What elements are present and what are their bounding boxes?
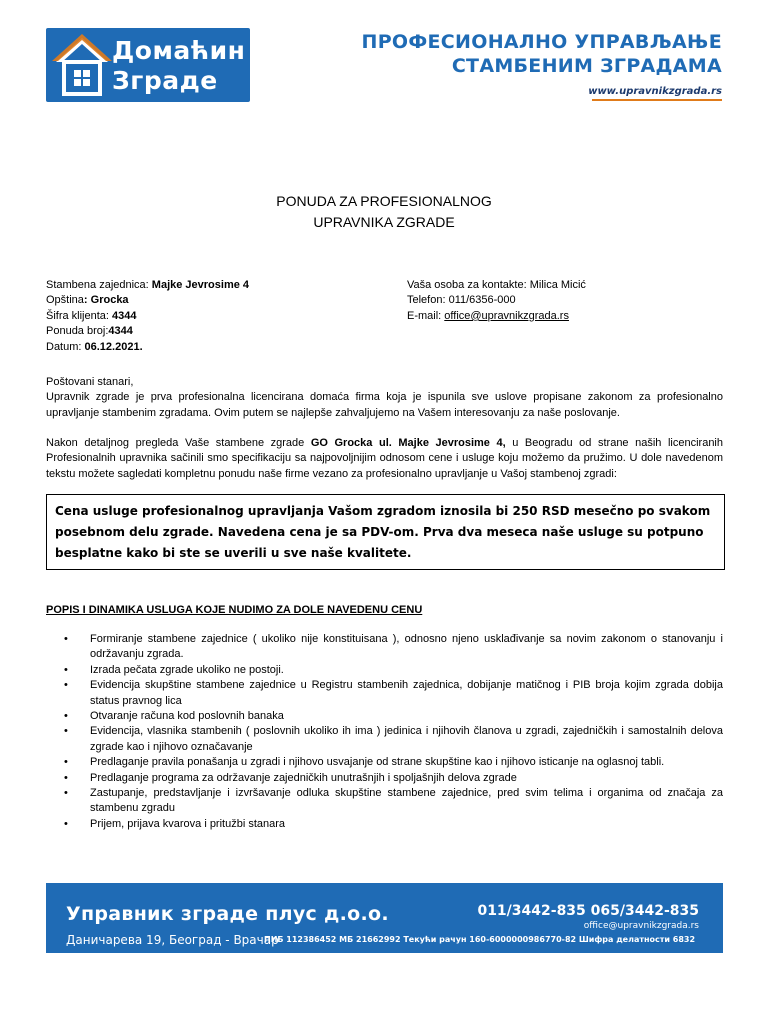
municipality-label: Opština	[46, 294, 84, 307]
client-code-label: Šifra klijenta:	[46, 309, 113, 322]
service-text: Predlaganje programa za održavanje zajedničkih unutrašnjih i spoljašnjih delova zgrade	[90, 771, 517, 784]
header-tagline	[362, 30, 723, 101]
bullet-icon: •	[64, 679, 68, 692]
bullet-icon: •	[64, 771, 68, 784]
service-text: Zastupanje, predstavljanje i izvršavanje odluka skupštine stambene zajednice, pred svim telima i organima od značaja za stambenu zgradu	[90, 787, 723, 815]
service-text: Predlaganje pravila ponašanja u zgradi i njihovo usvajanje od strane skupštine kao i njihovo isticanje na oglasnoj tabli.	[90, 756, 665, 769]
logo-line-1: Домаћин	[112, 36, 246, 65]
bullet-icon: •	[64, 725, 68, 738]
footer-email[interactable]: office@upravnikzgrada.rs	[583, 921, 699, 931]
list-item	[46, 771, 723, 786]
date-label: Datum:	[46, 340, 85, 353]
list-item	[46, 678, 723, 709]
website-underline	[592, 99, 722, 101]
inspection-text-before: Nakon detaljnog pregleda Vaše stambene zgrade	[46, 437, 311, 449]
list-item	[46, 817, 723, 832]
date-value: 06.12.2021.	[84, 340, 143, 353]
footer-registration-info: ПИБ 112386452 МБ 21662992 Текући рачун 160-6000000986770-82 Шифра делатности 6832	[264, 935, 696, 944]
website-link[interactable]: www.upravnikzgrada.rs	[588, 86, 722, 97]
community-value: Majke Jevrosime 4	[151, 279, 250, 291]
footer-phones: 011/3442-835 065/3442-835	[477, 903, 699, 919]
intro-text: Upravnik zgrade je prva profesionalna licencirana domaća firma koja je ispunila sve uslove propisane zakonom za profesionalno upravljanje stambenim zgradama. Ovim putem se najlepše zahvaljujemo na Vašem interesovanju za naše poslovanje.	[46, 391, 723, 419]
bullet-icon: •	[64, 633, 68, 645]
service-text: Evidencija, vlasnika stambenih ( poslovnih ukoliko ih ima ) jedinica i njihovih članova u zgradi, zajedničkih i samostalnih delova zgrade kao i njihovo označavanje	[90, 725, 723, 753]
price-box: Cena usluge profesionalnog upravljanja Vašom zgradom iznosila bi 250 RSD mesečno po svakom posebnom delu zgrade. Navedena cena je sa PDV-om. Prva dva meseca naše usluge su potpuno besplatne kako bi ste se uverili u sve naše kvalitete.	[46, 494, 725, 570]
date-row	[46, 340, 249, 355]
contact-email-row	[407, 309, 586, 324]
footer-banner	[46, 883, 723, 953]
service-text: Formiranje stambene zajednice ( ukoliko nije konstituisana ), odnosno njeno usklađivanje sa novim zakonom o stanovanju i održavanju zgrada.	[90, 633, 723, 661]
list-item	[46, 663, 723, 678]
contact-person: Vaša osoba za kontakte: Milica Micić	[407, 279, 586, 291]
house-icon	[52, 34, 112, 98]
bullet-icon: •	[64, 756, 68, 769]
document-title	[0, 191, 768, 233]
list-item	[46, 632, 723, 663]
municipality-row	[46, 293, 249, 308]
service-text: Prijem, prijava kvarova i pritužbi stanara	[90, 817, 286, 830]
services-title: POPIS I DINAMIKA USLUGA KOJE NUDIMO ZA DOLE NAVEDENU CENU	[46, 604, 423, 616]
offer-number-row	[46, 324, 249, 339]
service-text: Evidencija skupštine stambene zajednice u Registru stambenih zajednica, dobijanje matičnog i PIB broja kojim zgrada dobija status pravnog lica	[90, 679, 723, 707]
inspection-text-after: u Beogradu od strane naših licenciranih Profesionalnih upravnika sačinili smo specifikaciju sa najpovoljnijim odnosom cene i usluge koju možemo da pružimo. U dole navedenom tekstu možete sagledati kompletnu ponudu naše firme vezano za profesionalno upravljanje u Vašoj stambenoj zgradi:	[46, 437, 723, 480]
list-item	[46, 755, 723, 770]
tagline-line-1: ПРОФЕСИОНАЛНО УПРАВЉАЊЕ	[361, 31, 722, 53]
client-code-row	[46, 309, 249, 324]
service-text: Izrada pečata zgrade ukoliko ne postoji.	[90, 663, 284, 676]
community-row	[46, 278, 249, 293]
list-item	[46, 709, 723, 724]
logo-line-2: Зграде	[112, 66, 218, 95]
footer-company-name: Управник зграде плус д.о.о.	[66, 903, 389, 925]
bullet-icon: •	[64, 663, 68, 676]
building-address: GO Grocka ul. Majke Jevrosime 4,	[310, 437, 506, 449]
list-item	[46, 724, 723, 755]
inspection-paragraph	[46, 436, 723, 482]
footer-address: Даничарева 19, Београд - Врачар	[66, 933, 279, 947]
municipality-value: : Grocka	[83, 294, 129, 307]
list-item	[46, 786, 723, 817]
contact-email-label: E-mail:	[407, 309, 445, 322]
client-code-value: 4344	[112, 309, 137, 322]
contact-email-link[interactable]: office@upravnikzgrada.rs	[444, 309, 569, 322]
title-line-1: PONUDA ZA PROFESIONALNOG	[276, 193, 492, 209]
tagline-line-2: СТАМБЕНИМ ЗГРАДАМА	[451, 55, 722, 77]
client-info	[46, 278, 249, 355]
company-logo	[46, 28, 250, 102]
title-line-2: UPRAVNIKA ZGRADE	[313, 214, 455, 230]
services-list	[46, 632, 723, 832]
bullet-icon: •	[64, 817, 68, 830]
contact-info	[407, 278, 586, 324]
offer-number-label: Ponuda broj:	[46, 325, 109, 338]
bullet-icon: •	[64, 787, 68, 800]
service-text: Otvaranje računa kod poslovnih banaka	[90, 710, 284, 723]
offer-number-value: 4344	[108, 325, 133, 338]
community-label: Stambena zajednica:	[46, 279, 152, 291]
bullet-icon: •	[64, 710, 68, 723]
greeting: Poštovani stanari,	[46, 376, 134, 388]
intro-paragraph	[46, 375, 723, 421]
contact-phone: Telefon: 011/6356-000	[407, 294, 516, 307]
